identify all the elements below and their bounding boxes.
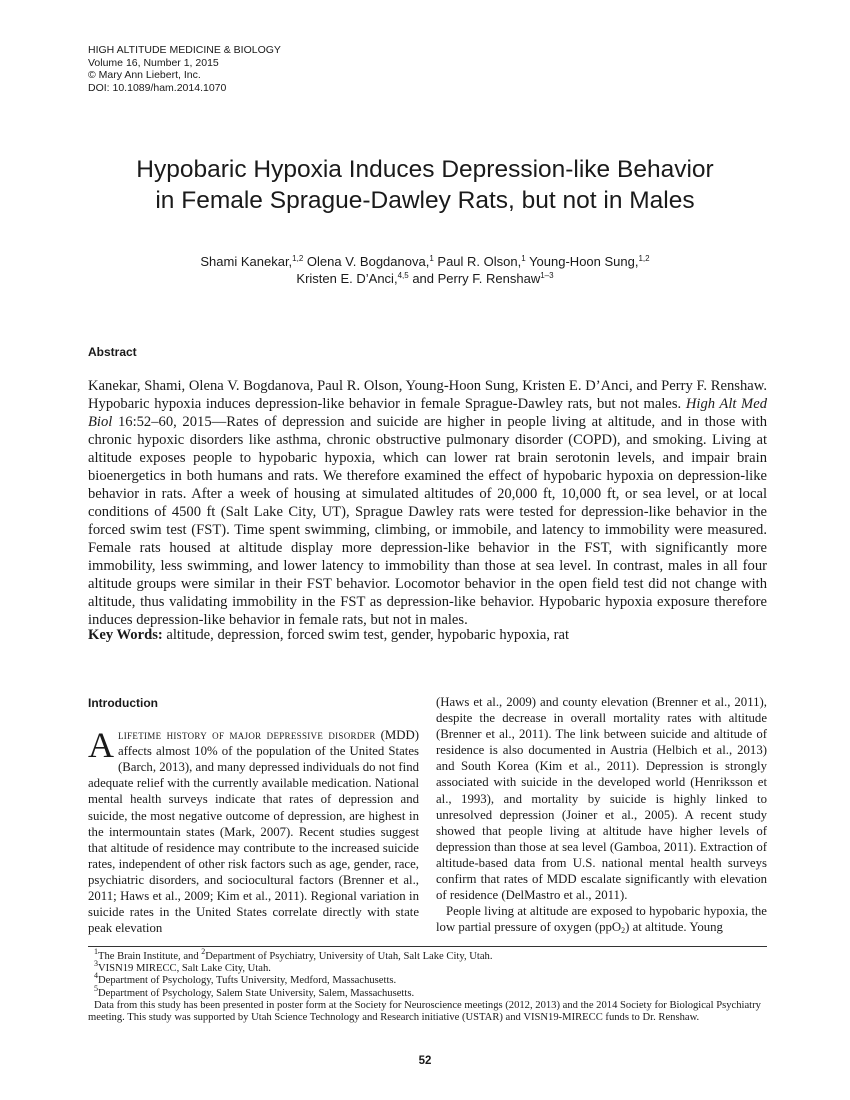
journal-abbreviation: High Alt Med Biol [88,396,767,430]
journal-volume: Volume 16, Number 1, 2015 [88,56,219,69]
author-affiliation: 1 [521,254,526,264]
left-column [88,695,419,936]
author-affiliation: 1,2 [638,254,650,264]
copyright-line: © Mary Ann Liebert, Inc. [88,69,201,81]
footnote: $^3$VISN19 MIRECC, Salt Lake City, Utah. [94,959,271,975]
intro-paragraph-text: (MDD) affects almost 10% of the population of the United States (Barch, 2013), and many depressed individuals do not find adequate relief with the currently available medication. National mental health surveys indicate that rates of depression and suicide, the most negative outcome of depression, are highest in the intermountain states (Mark, 2007). Recent studies suggest that altitude of residence may contribute to the increased suicide rates, independent of other risk factors such as age, gender, race, psychiatric disorders, and sociocultural factors (Brenner et al., 2011; Haws et al., 2009; Kim et al., 2011). Regional variation in suicide rates in the United States correlate directly with state peak elevation [88,728,419,936]
title-line-2: in Female Sprague-Dawley Rats, but not in Males [155,187,695,214]
author-name: Olena V. Bogdanova, [306,254,430,269]
intro-paragraph-continued: (Haws et al., 2009) and county elevation (Brenner et al., 2011), despite the decrease in overall mortality rates with altitude (Brenner et al., 2011). The link between suicide and altitude of residence is also documented in Austria (Helbich et al., 2013) and South Korea (Kim et al., 2011). Depression is strongly associated with suicide in the developed world (Henriksson et al., 1993), and mortality by suicide is highly linked to unresolved depression (Joiner et al., 2005). A recent study showed that people living at altitude have higher levels of depression than those at sea level (Gamboa, 2011). Extraction of altitude-based data from U.S. national mental health surveys confirm that rates of MDD escalate significantly with elevation of residence (DelMastro et al., 2011). [436,695,767,903]
author-affiliation: 1,2 [292,254,304,264]
intro-smallcaps-lead: lifetime history of major depressive disorder [118,728,376,743]
author-name: Shami Kanekar, [200,254,293,269]
introduction-heading: Introduction [88,696,158,710]
author-affiliation: 4,5 [397,271,409,281]
title-line-1: Hypobaric Hypoxia Induces Depression-like Behavior [136,156,714,183]
intro-paragraph-1 [88,727,419,936]
page-number: 52 [418,1055,432,1067]
footnotes [88,947,767,1024]
abstract-heading: Abstract [88,345,137,359]
author-line-1 [60,253,790,270]
abstract-citation: Kanekar, Shami, Olena V. Bogdanova, Paul R. Olson, Young-Hoon Sung, Kristen E. D’Anci, and Perry F. Renshaw. Hypobaric hypoxia induces depression-like behavior in female Sprague-Dawley rats, but not males. [88,378,767,412]
key-words [88,626,767,644]
author-name: Kristen E. D’Anci, [296,271,398,286]
key-words-text: altitude, depression, forced swim test, gender, hypobaric hypoxia, rat [162,627,570,643]
drop-cap: A [88,725,114,766]
right-column [436,694,767,935]
author-line-2 [60,270,790,287]
footnote: $^4$Department of Psychology, Tufts University, Medford, Massachusetts. [94,971,397,987]
key-words-label: Key Words: [88,627,163,643]
author-name: Young-Hoon Sung, [529,254,639,269]
journal-header [88,44,281,94]
journal-name: HIGH ALTITUDE MEDICINE & BIOLOGY [88,44,281,56]
footnote-divider [88,946,767,947]
author-name: Paul R. Olson, [437,254,522,269]
doi-line: DOI: 10.1089/ham.2014.1070 [88,81,227,94]
author-affiliation: 1 [429,254,434,264]
footnote: $^5$Department of Psychology, Salem State University, Salem, Massachusetts. [94,983,415,999]
author-affiliation: 1–3 [540,271,554,281]
abstract-text: 16:52–60, 2015—Rates of depression and suicide are higher in people living at altitude, and in those with chronic hypoxic disorders like asthma, chronic obstructive pulmonary disorder (COPD), and smoking. Living at altitude exposes people to hypobaric hypoxia, which can lower rat brain serotonin levels, and impair brain bioenergetics in both humans and rats. We therefore examined the effect of hypobaric hypoxia on depression-like behavior in rats. After a week of housing at simulated altitudes of 20,000 ft, 10,000 ft, or sea level, or at local conditions of 4500 ft (Salt Lake City, UT), Sprague Dawley rats were tested for depression-like behavior in the forced swim test (FST). Time spent swimming, climbing, or immobile, and latency to immobility were measured. Female rats housed at altitude display more depression-like behavior in the FST, with significantly more immobility, less swimming, and lower latency to immobility than those at sea level. In contrast, males in all four altitude groups were similar in their FST behavior. Locomotor behavior in the open field test did not change with altitude, thus validating immobility in the FST as depression-like behavior. Hypobaric hypoxia exposure therefore induces depression-like behavior in female rats, but not in males. [88,414,767,628]
author-name: and Perry F. Renshaw [412,271,541,286]
abstract-body [88,377,767,629]
author-list [60,253,790,287]
funding-note: Data from this study has been presented in poster form at the Society for Neuroscience meetings (2012, 2013) and the 2014 Society for Biological Psychiatry meeting. This study was supported by Utah Science Technology and Research initiative (USTAR) and VISN19-MIRECC funds to Dr. Renshaw. [88,999,761,1024]
paper-title [60,154,790,216]
footnote: $^1$The Brain Institute, and $^2$Department of Psychiatry, University of Utah, Salt Lake City, Utah. [94,947,493,962]
intro-paragraph-2: People living at altitude are exposed to hypobaric hypoxia, the low partial pressure of oxygen (ppO$_2$) at altitude. Young [436,904,767,936]
